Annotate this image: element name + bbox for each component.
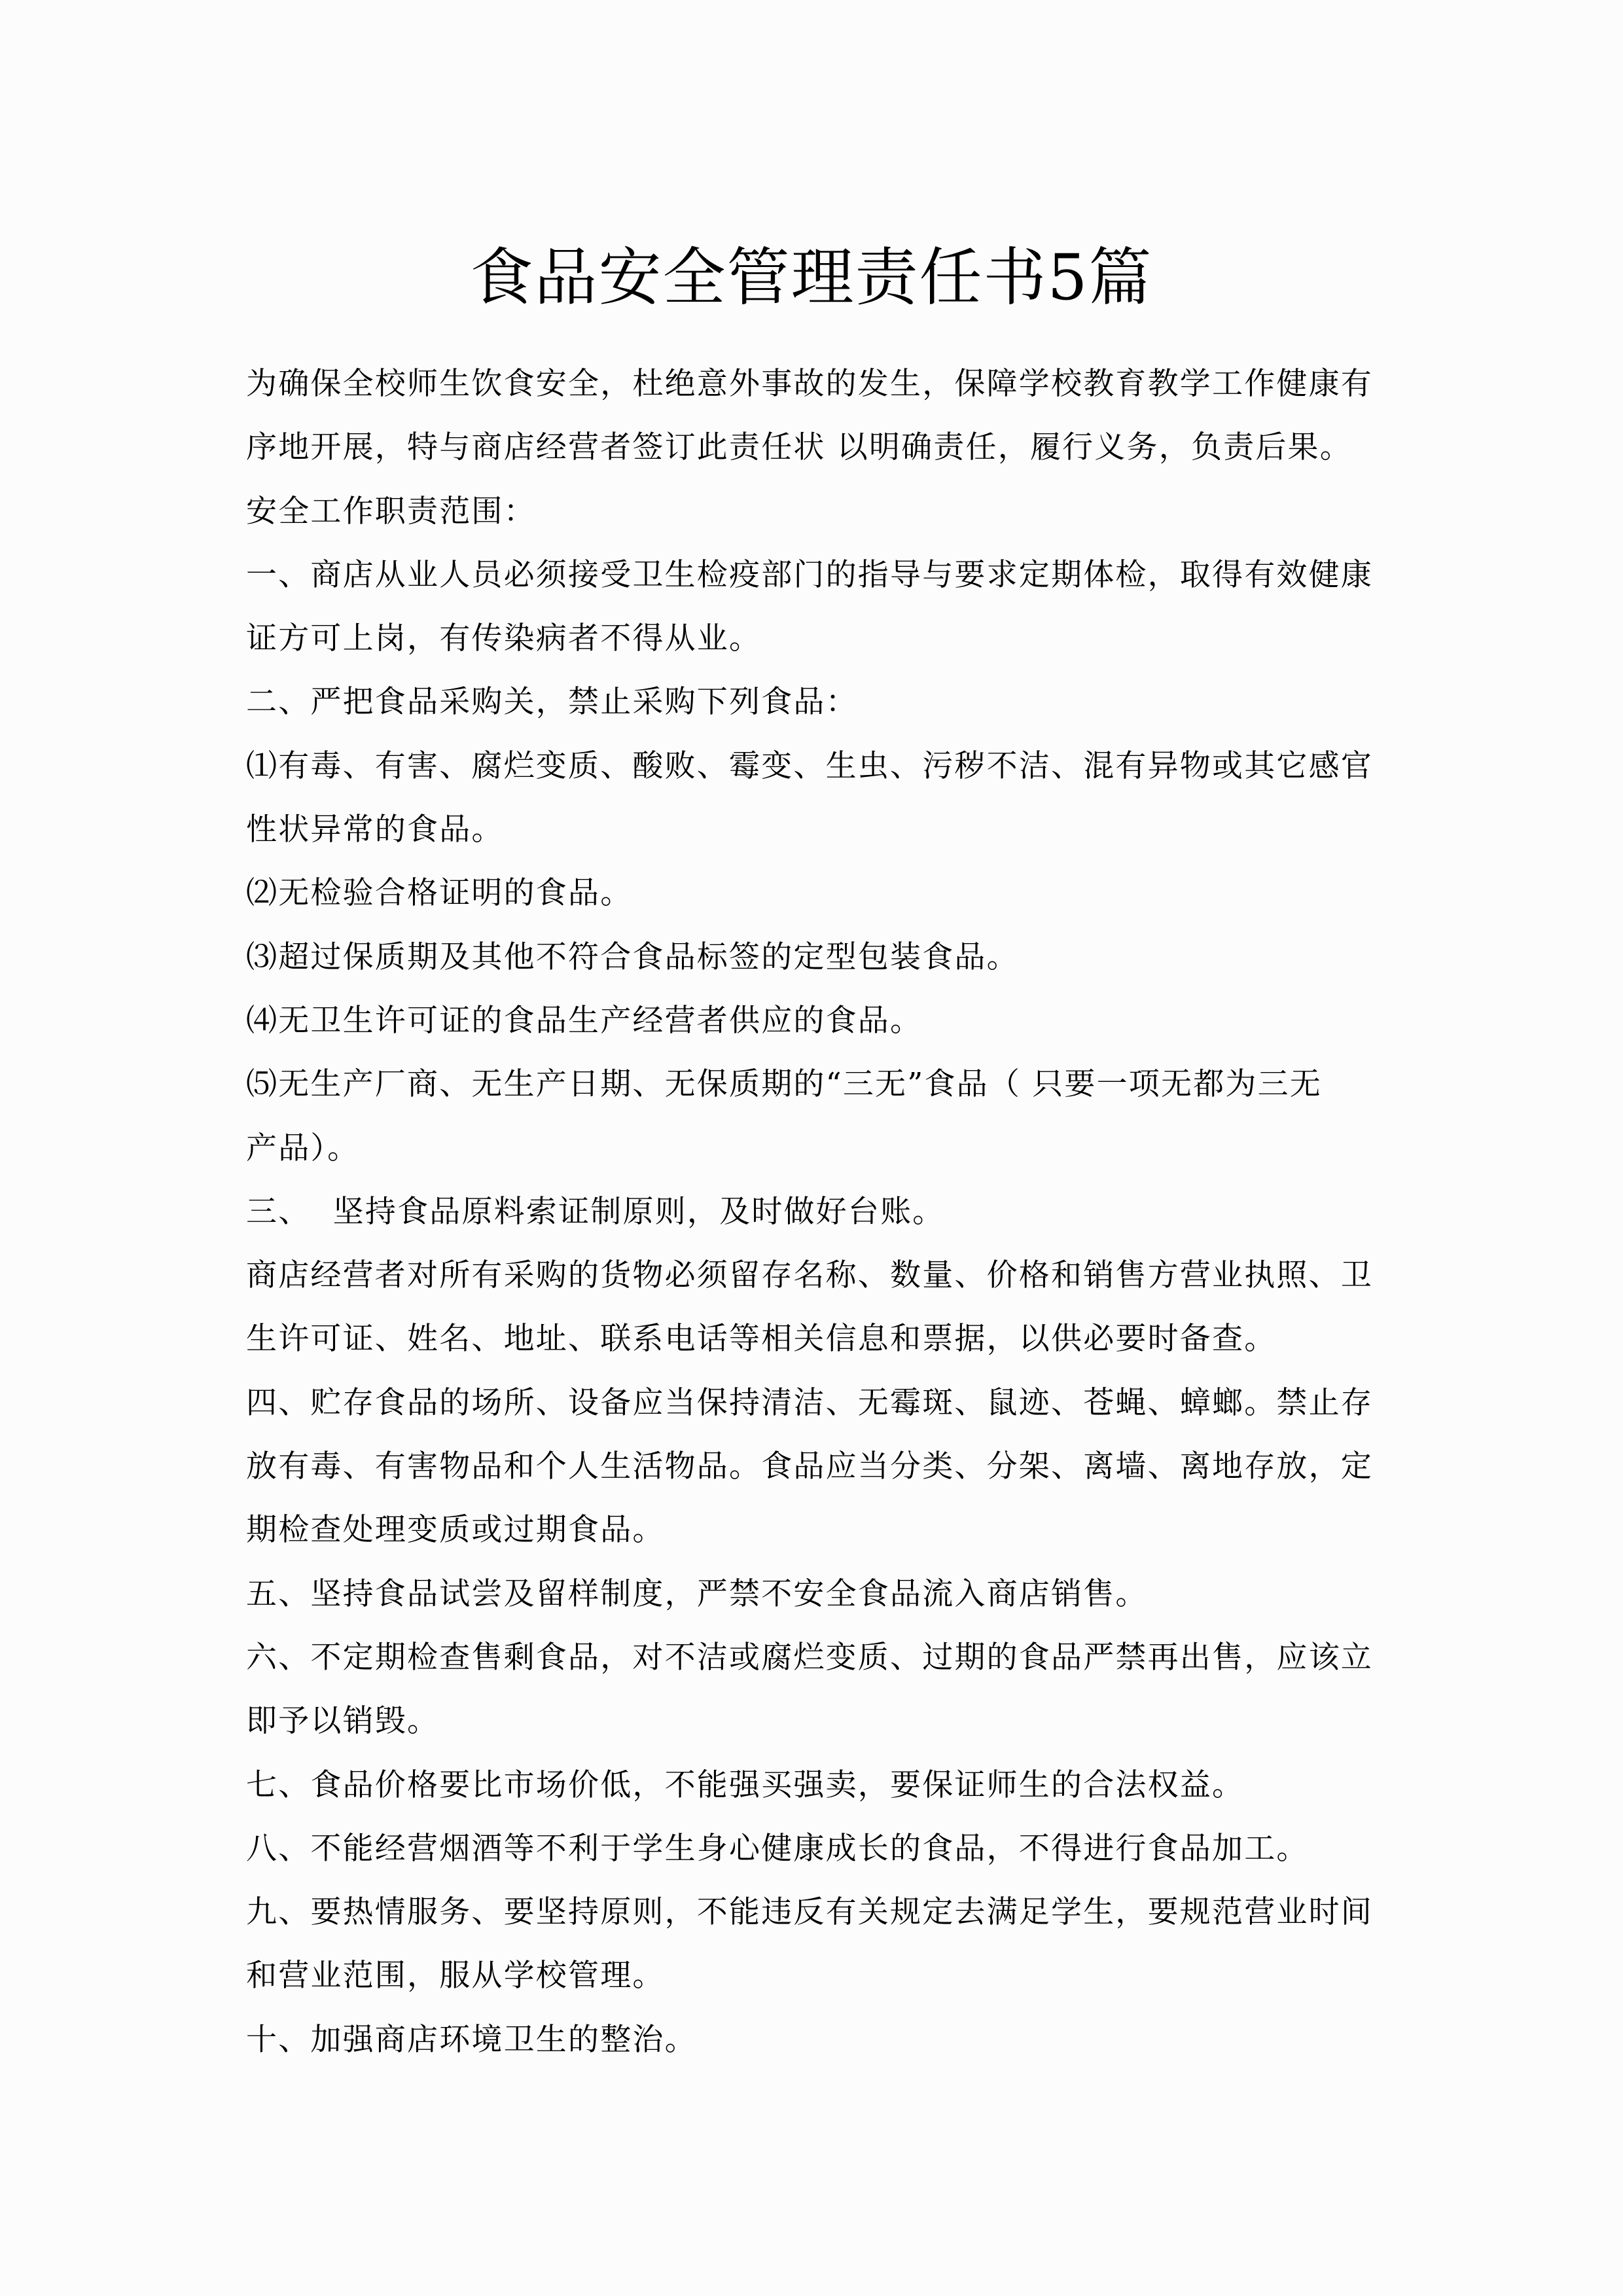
clause-2-item-2: ⑵无检验合格证明的食品。 [246, 875, 633, 912]
clause-4-line-3: 期检查处理变质或过期食品。 [246, 1512, 665, 1549]
clause-3-body-line-1: 商店经营者对所有采购的货物必须留存名称、数量、价格和销售方营业执照、卫 [246, 1257, 1373, 1294]
clause-2-item-4: ⑷无卫生许可证的食品生产经营者供应的食品。 [246, 1002, 923, 1039]
clause-2-item-5-line-1: ⑸无生产厂商、无生产日期、无保质期的“三无”食品（ 只要一项无都为三无 [246, 1066, 1322, 1103]
clause-7: 七、食品价格要比市场价低，不能强买强卖，要保证师生的合法权益。 [246, 1767, 1245, 1803]
clause-2-item-5-line-2: 产品）。 [246, 1130, 360, 1166]
section-heading-scope: 安全工作职责范围： [246, 493, 536, 529]
clause-2-item-1-line-1: ⑴有毒、有害、腐烂变质、酸败、霉变、生虫、污秽不洁、混有异物或其它感官 [246, 747, 1373, 784]
clause-2-heading: 二、严把食品采购关，禁止采购下列食品： [246, 684, 858, 721]
clause-1-line-2: 证方可上岗，有传染病者不得从业。 [246, 620, 762, 657]
clause-3-heading: 三、 坚持食品原料索证制原则，及时做好台账。 [246, 1193, 945, 1230]
clause-5: 五、坚持食品试尝及留样制度，严禁不安全食品流入商店销售。 [246, 1575, 1148, 1612]
clause-1-line-1: 一、商店从业人员必须接受卫生检疫部门的指导与要求定期体检，取得有效健康 [246, 556, 1373, 593]
clause-6-line-1: 六、不定期检查售剩食品，对不洁或腐烂变质、过期的食品严禁再出售，应该立 [246, 1639, 1373, 1676]
clause-10: 十、加强商店环境卫生的整治。 [246, 2021, 697, 2058]
clause-9-line-2: 和营业范围，服从学校管理。 [246, 1958, 665, 1994]
clause-4-line-1: 四、贮存食品的场所、设备应当保持清洁、无霉斑、鼠迹、苍蝇、蟑螂。禁止存 [246, 1384, 1373, 1421]
document-title: 食品安全管理责任书5篇 [470, 241, 1153, 315]
clause-9-line-1: 九、要热情服务、要坚持原则，不能违反有关规定去满足学生，要规范营业时间 [246, 1894, 1373, 1931]
document-body [246, 352, 1378, 2072]
intro-line-1: 为确保全校师生饮食安全，杜绝意外事故的发生，保障学校教育教学工作健康有 [246, 366, 1373, 402]
clause-6-line-2: 即予以销毁。 [246, 1703, 440, 1740]
clause-8: 八、不能经营烟酒等不利于学生身心健康成长的食品，不得进行食品加工。 [246, 1830, 1309, 1867]
intro-line-2: 序地开展，特与商店经营者签订此责任状 以明确责任，履行义务，负责后果。 [246, 429, 1352, 466]
clause-3-body-line-2: 生许可证、姓名、地址、联系电话等相关信息和票据，以供必要时备查。 [246, 1321, 1277, 1357]
clause-2-item-3: ⑶超过保质期及其他不符合食品标签的定型包装食品。 [246, 939, 1019, 975]
clause-2-item-1-line-2: 性状异常的食品。 [246, 812, 504, 848]
clause-4-line-2: 放有毒、有害物品和个人生活物品。食品应当分类、分架、离墙、离地存放，定 [246, 1448, 1373, 1485]
